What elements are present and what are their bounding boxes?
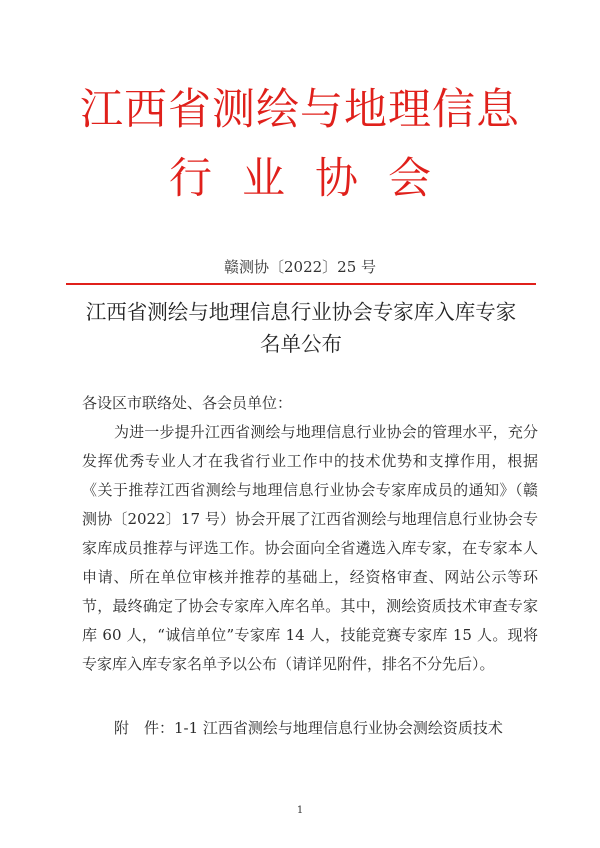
header-org-name-line1: 江西省测绘与地理信息 (80, 85, 520, 135)
document-title: 江西省测绘与地理信息行业协会专家库入库专家名单公布 (85, 300, 517, 356)
body-paragraph: 为进一步提升江西省测绘与地理信息行业协会的管理水平，充分发挥优秀专业人才在我省行业工作中的技术优势和支撑作用，根据《关于推荐江西省测绘与地理信息行业协会专家库成员的通知》（赣测协〔2022〕17 号）协会开展了江西省测绘与地理信息行业协会专家库成员推荐与评选工作。协会面向全省遴选入库专家，在专家本人申请、所在单位审核并推荐的基础上，经资格审查、网站公示等环节，最终确定了协会专家库入库名单。其中，测绘资质技术审查专家库 60 人，“诚信单位”专家库 14 人，技能竞赛专家库 15 人。现将专家库入库专家名单予以公布（请详见附件，排名不分先后）。 (82, 423, 538, 673)
red-divider-line (66, 283, 536, 285)
header-org-name-line2: 行业协会 (169, 154, 461, 204)
attachment-line: 附 件：1-1 江西省测绘与地理信息行业协会测绘资质技术 (114, 719, 503, 737)
page-number: 1 (296, 805, 304, 816)
document-number: 赣测协〔2022〕25 号 (223, 258, 377, 276)
salutation: 各设区市联络处、各会员单位： (82, 394, 293, 412)
